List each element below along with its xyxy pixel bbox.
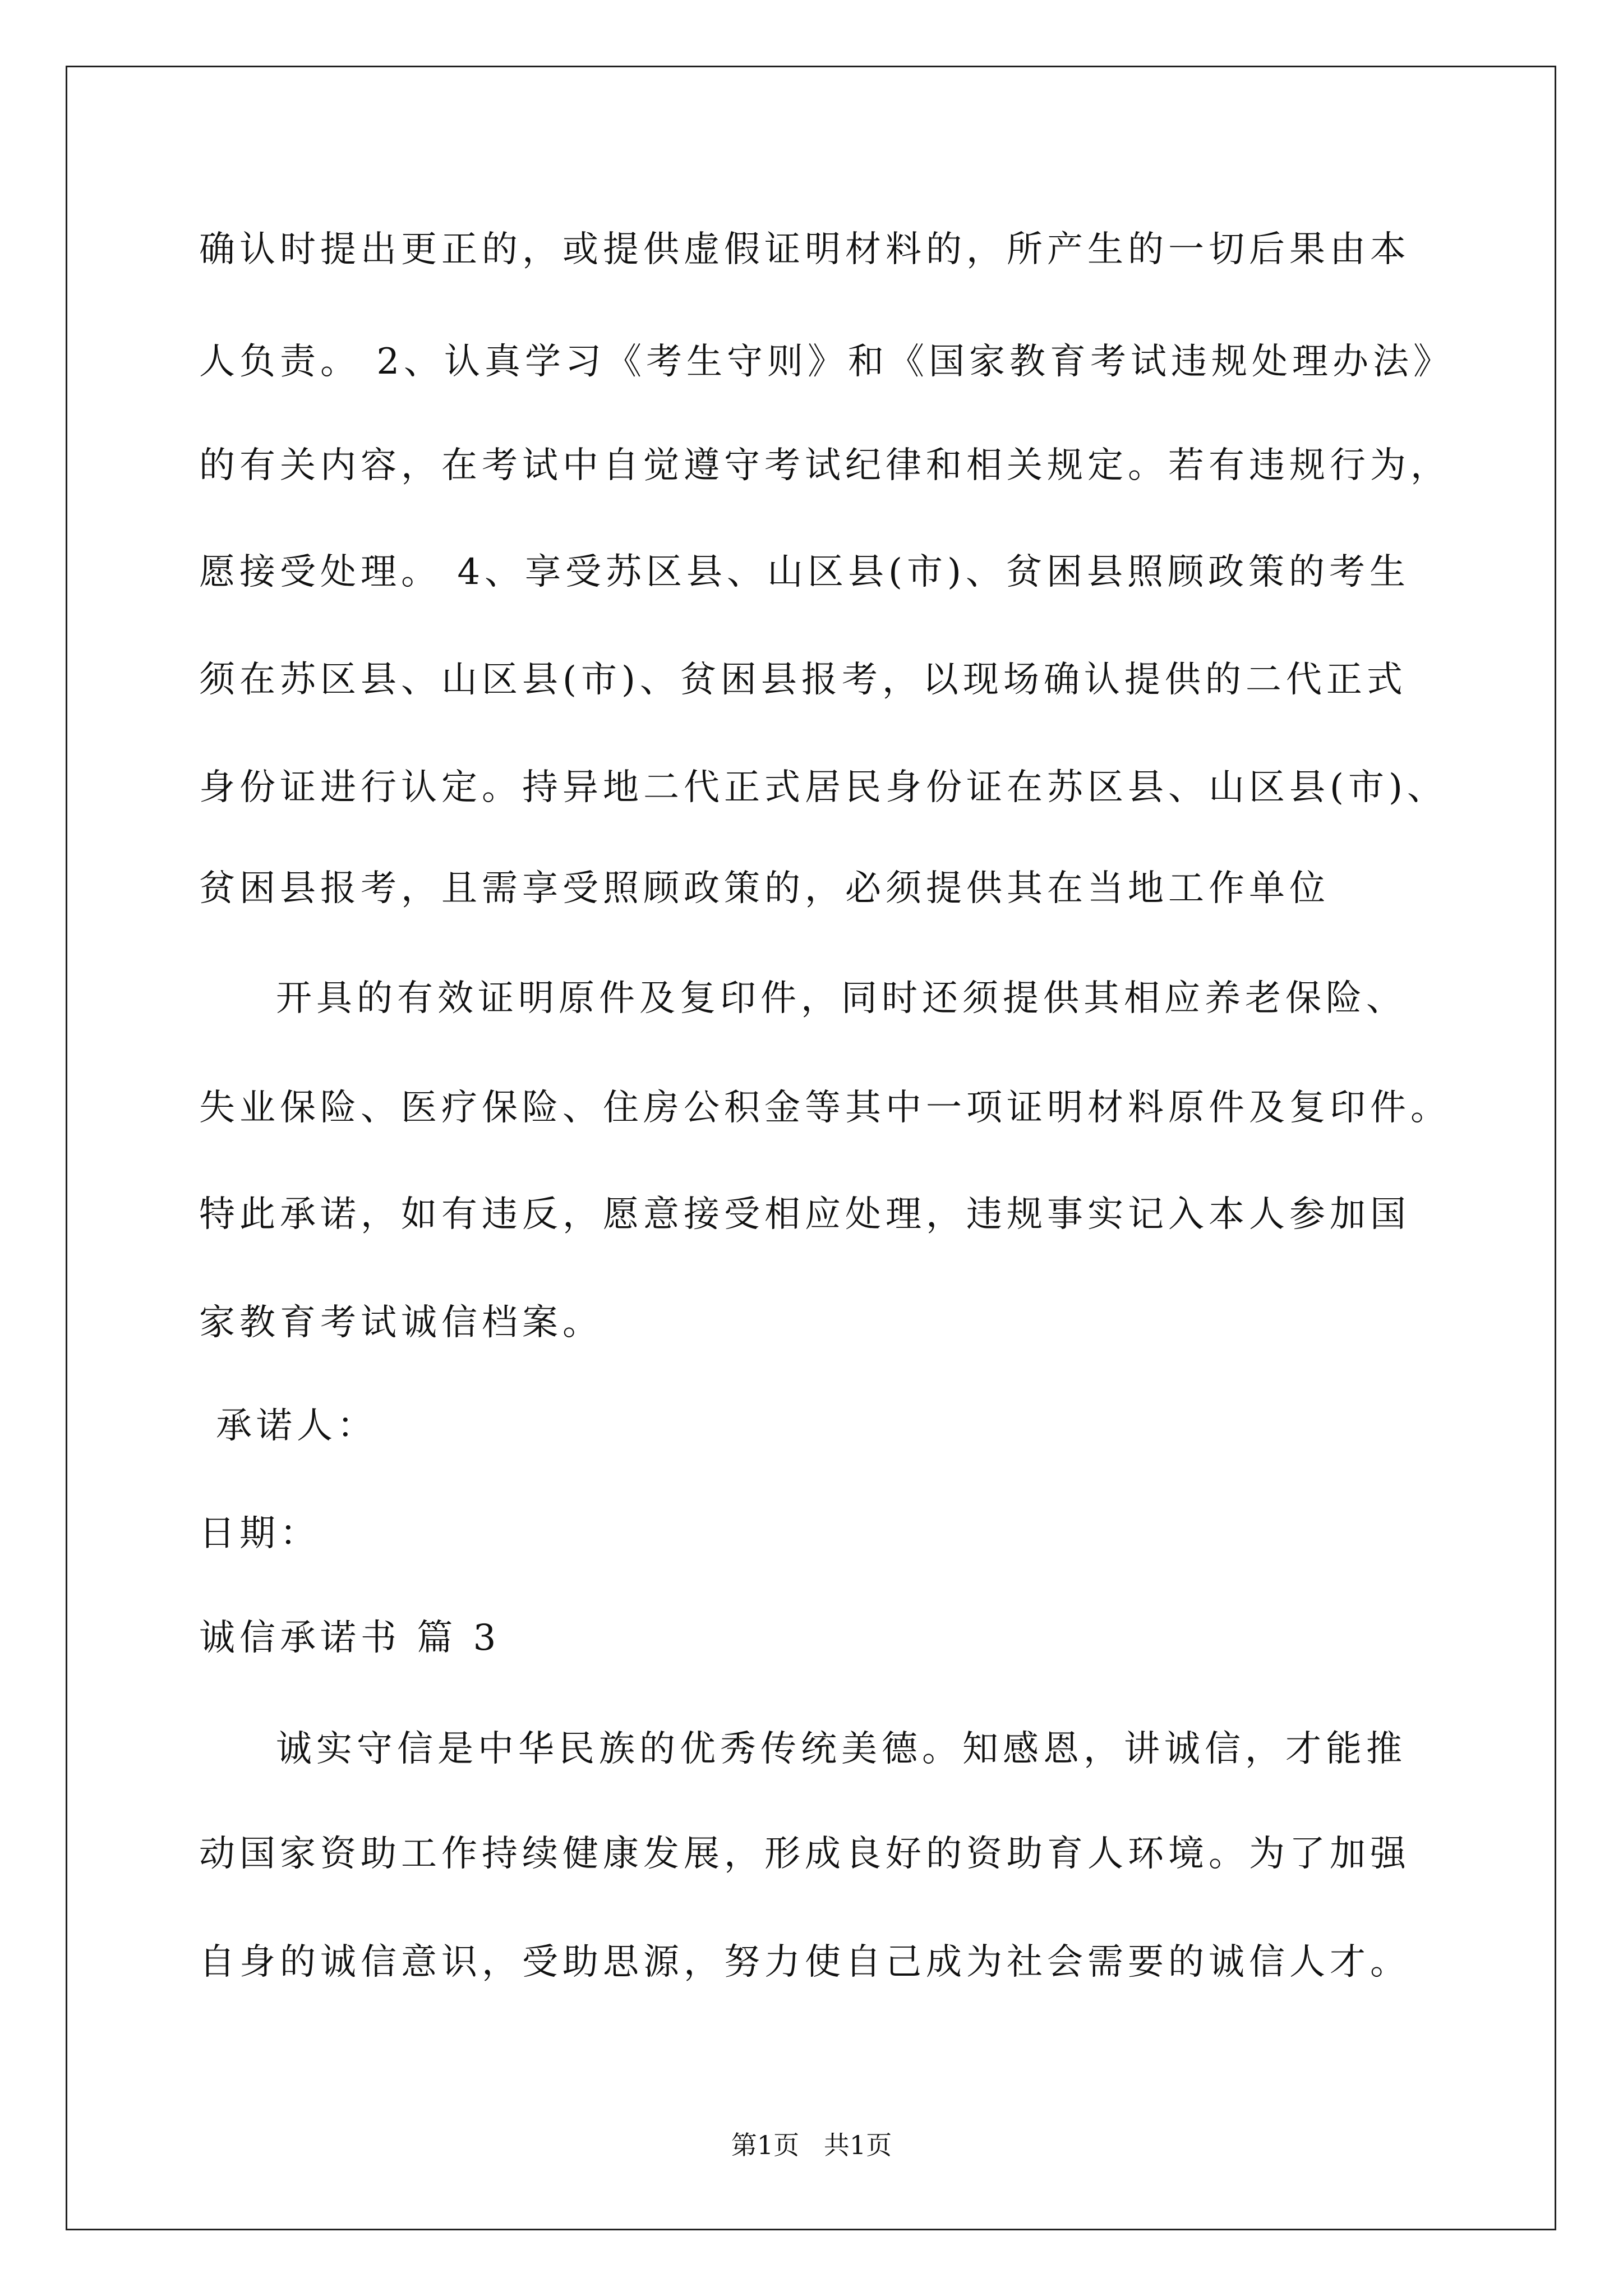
- body-line-5: 须在苏区县、山区县(市)、贫困县报考，以现场确认提供的二代正式: [199, 659, 1407, 701]
- page-border: [66, 66, 1556, 2230]
- body-line-7: 贫困县报考，且需享受照顾政策的，必须提供其在当地工作单位: [199, 868, 1330, 909]
- body-line-1: 确认时提出更正的，或提供虚假证明材料的，所产生的一切后果由本: [199, 229, 1410, 270]
- body-line-16: 动国家资助工作持续健康发展，形成良好的资助育人环境。为了加强: [199, 1833, 1410, 1875]
- section-heading: 诚信承诺书 篇 3: [199, 1617, 501, 1659]
- body-line-17: 自身的诚信意识，受助思源，努力使自己成为社会需要的诚信人才。: [199, 1941, 1410, 1983]
- page-number-footer: 第1页 共1页: [731, 2130, 892, 2160]
- date-label: 日期：: [199, 1513, 320, 1554]
- body-line-6: 身份证进行认定。持异地二代正式居民身份证在苏区县、山区县(市)、: [199, 767, 1447, 808]
- paragraph-line-indented-2: 诚实守信是中华民族的优秀传统美德。知感恩，讲诚信，才能推: [276, 1728, 1407, 1770]
- body-line-2: 人负责。 2、认真学习《考生守则》和《国家教育考试违规处理办法》: [199, 341, 1454, 383]
- body-line-10: 特此承诺，如有违反，愿意接受相应处理，违规事实记入本人参加国: [199, 1194, 1410, 1235]
- body-line-3: 的有关内容，在考试中自觉遵守考试纪律和相关规定。若有违规行为，: [199, 445, 1451, 486]
- body-line-9: 失业保险、医疗保险、住房公积金等其中一项证明材料原件及复印件。: [199, 1087, 1451, 1129]
- paragraph-line-indented: 开具的有效证明原件及复印件，同时还须提供其相应养老保险、: [276, 978, 1407, 1019]
- body-line-11: 家教育考试诚信档案。: [199, 1302, 603, 1343]
- body-line-4: 愿接受处理。 4、享受苏区县、山区县(市)、贫困县照顾政策的考生: [199, 551, 1410, 593]
- signer-label: 承诺人：: [216, 1405, 377, 1447]
